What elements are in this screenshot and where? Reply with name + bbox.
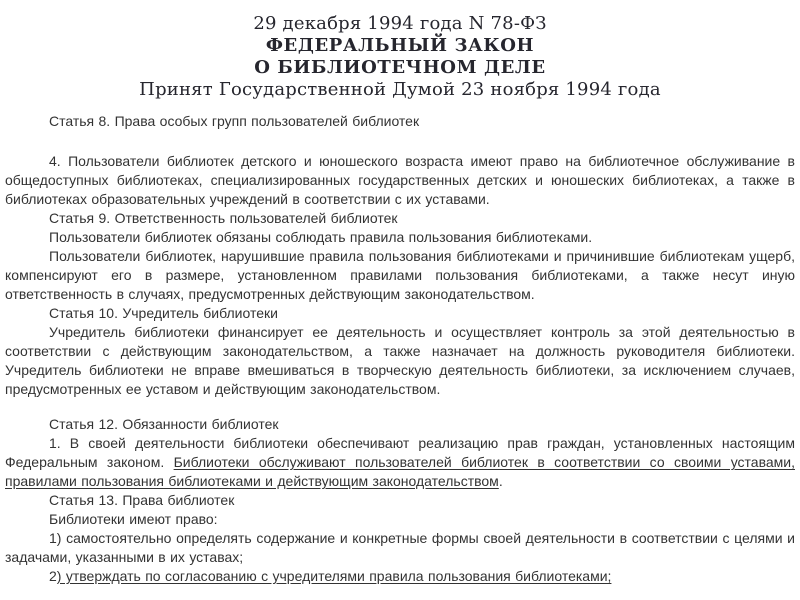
article-10-heading <box>5 304 795 323</box>
header-line: Принят Государственной Думой 23 ноября 1994 года <box>139 79 661 100</box>
article-13-intro-segment: Библиотеки имеют право: <box>49 511 218 527</box>
article-12-item-1-segment: 1. В своей деятельности библиотеки обеспечивают реализацию прав граждан, установленных настоящим Федеральным законом. <box>5 435 795 470</box>
article-9-para-1-segment: Пользователи библиотек обязаны соблюдать правила пользования библиотеками. <box>49 229 593 245</box>
header-line: ФЕДЕРАЛЬНЫЙ ЗАКОН <box>265 35 535 56</box>
article-9-para-2 <box>5 247 795 304</box>
article-13-item-2 <box>5 567 795 586</box>
article-13-item-2-segment: 2 <box>49 568 57 584</box>
article-8-heading <box>5 112 795 131</box>
article-13-heading <box>5 491 795 510</box>
article-10-heading-segment: Статья 10. Учредитель библиотеки <box>49 305 278 321</box>
article-13-item-1 <box>5 529 795 567</box>
article-13-heading-segment: Статья 13. Права библиотек <box>49 492 235 508</box>
article-10-para-segment: Учредитель библиотеки финансирует ее деятельность и осуществляет контроль за этой деятельностью в соответствии с действующим законодательством, а также назначает на должность руководителя библиотеки. Учредитель библиотеки не вправе вмешиваться в творческую деятельность библиотеки, за исключением случаев, предусмотренных ее уставом и действующим законодательством. <box>5 324 795 397</box>
article-12-heading-segment: Статья 12. Обязанности библиотек <box>49 416 279 432</box>
article-9-heading <box>5 209 795 228</box>
article-9-para-1 <box>5 228 795 247</box>
article-12-item-1 <box>5 434 795 491</box>
header-line: 29 декабря 1994 года N 78-ФЗ <box>253 13 547 34</box>
article-13-intro <box>5 510 795 529</box>
article-12-item-1-segment: . <box>498 473 503 489</box>
document-body <box>0 112 800 586</box>
article-12-heading <box>5 415 795 434</box>
article-8-heading-segment: Статья 8. Права особых групп пользователей библиотек <box>49 113 420 129</box>
article-8-item-4-segment: 4. Пользователи библиотек детского и юношеского возраста имеют право на библиотечное обслуживание в общедоступных библиотеках, специализированных государственных детских и юношеских библиотеках, а также в библиотеках образовательных учреждений в соответствии с их уставами. <box>5 153 795 207</box>
article-13-item-1-segment: 1) самостоятельно определять содержание и конкретные формы своей деятельности в соответствии с целями и задачами, указанными в их уставах; <box>5 530 795 565</box>
document-header <box>0 0 800 101</box>
article-9-heading-segment: Статья 9. Ответственность пользователей библиотек <box>49 210 398 226</box>
header-line: О БИБЛИОТЕЧНОМ ДЕЛЕ <box>254 57 546 78</box>
article-8-item-4 <box>5 152 795 209</box>
article-12-item-1-segment: Библиотеки обслуживают пользователей библиотек в соответствии со своими уставами, правилами пользования библиотеками и действующим законодательством <box>5 454 795 489</box>
article-13-item-2-segment: ) утверждать по согласованию с учредителями правила пользования библиотеками; <box>56 568 612 584</box>
article-10-para <box>5 323 795 399</box>
article-9-para-2-segment: Пользователи библиотек, нарушившие правила пользования библиотеками и причинившие библиотекам ущерб, компенсируют его в размере, установленном правилами пользования библиотеками, а также несут иную ответственность в случаях, предусмотренных действующим законодательством. <box>5 248 795 302</box>
